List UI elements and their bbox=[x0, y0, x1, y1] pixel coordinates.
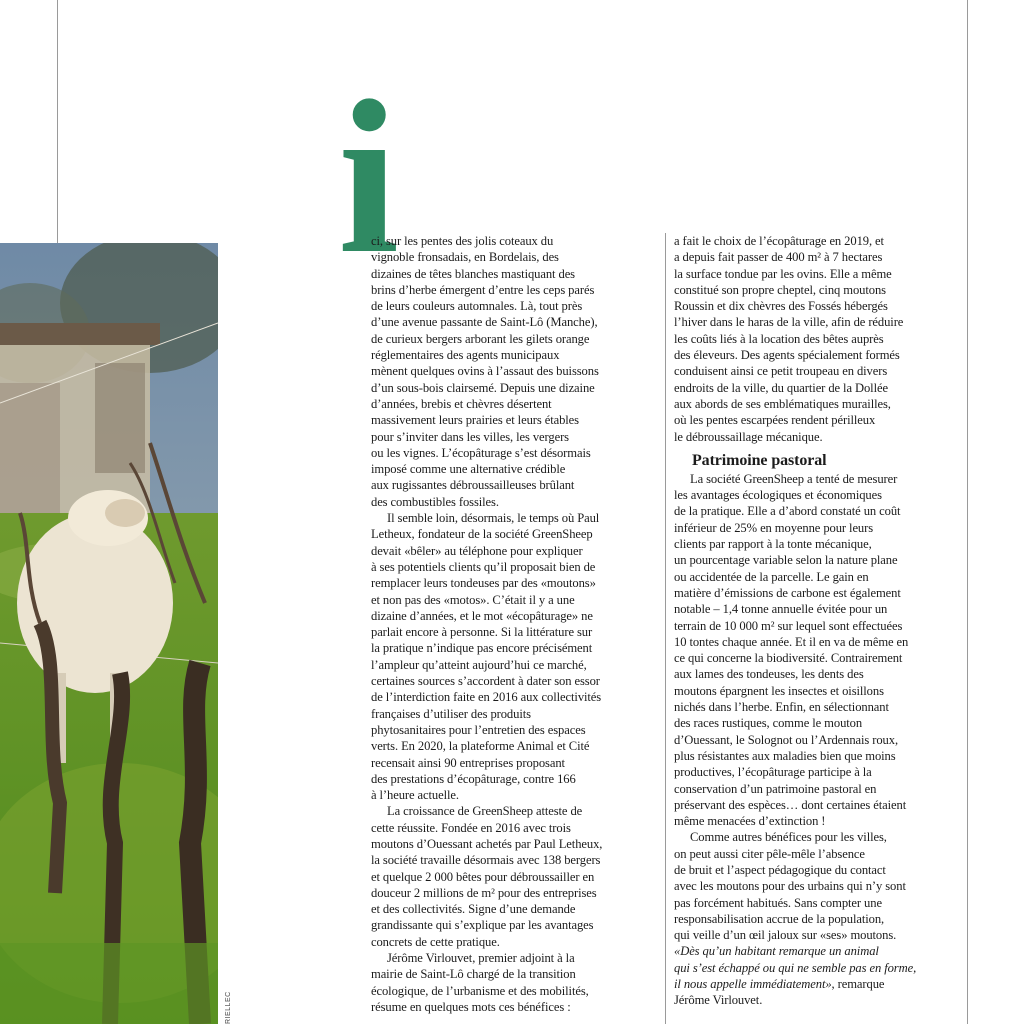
paragraph-1: ci, sur les pentes des jolis coteaux du vignoble fronsadais, en Bordelais, des dizaines de têtes blanches mastiquant des brins d’herbe émergent d’entre les ceps parés de leurs couleurs automnales. Là, tout près d’une avenue passante de Saint-Lô (Manche), de curieux bergers arborant les gilets orange réglementaires des agents municipaux mènent quelques ovins à l’assaut des buissons d’un sous-bois clairsemé. Depuis une dizaine d’années, brebis et chèvres désertent massivement leurs prairies et leurs étables pour s’inviter dans les villes, les vergers ou les vignes. L’écopâturage s’est désormais imposé comme une alternative crédible aux rugissantes débroussailleuses brûlant des combustibles fossiles. bbox=[371, 234, 599, 509]
sheep-vineyard-illustration bbox=[0, 243, 218, 1024]
column-divider bbox=[665, 233, 666, 1024]
paragraph-4: Jérôme Virlouvet, premier adjoint à la mairie de Saint-Lô chargé de la transition écologique, de l’urbanisme et des mobilités, résume en quelques mots ces bénéfices : bbox=[371, 951, 589, 1014]
drop-cap: i bbox=[338, 55, 400, 299]
article-column-1 bbox=[371, 233, 661, 1015]
photo-credit bbox=[224, 985, 236, 1024]
paragraph-7 bbox=[674, 829, 970, 1008]
paragraph-2: Il semble loin, désormais, le temps où Paul Letheux, fondateur de la société GreenSheep devait «bêler» au téléphone pour expliquer à ses potentiels clients qu’il proposait bien de remplacer leurs tondeuses par des «moutons» et non pas des «motos». C’était il y a une dizaine d’années, et le mot «écopâturage» ne parlait encore à personne. Si la littérature sur la pratique n’indique pas encore précisément l’ampleur qu’atteint aujourd’hui ce marché, certaines sources s’accordent à dater son essor de l’interdiction faite en 2016 aux collectivités françaises d’utiliser des produits phytosanitaires pour l’entretien des espaces verts. En 2020, la plateforme Animal et Cité recensait ainsi 90 entreprises proposant des prestations d’écopâturage, contre 166 à l’heure actuelle. bbox=[371, 511, 602, 803]
paragraph-6: La société GreenSheep a tenté de mesurer les avantages écologiques et économiques de la pratique. Elle a d’abord constaté un coût inférieur de 25% en moyenne pour leurs clients par rapport à la tonte mécanique, un pourcentage variable selon la nature plane ou accidentée de la parcelle. Le gain en matière d’émissions de carbone est également notable – 1,4 tonne annuelle évitée pour un terrain de 10 000 m² sur lequel sont effectuées 10 tontes chaque année. Et il en va de même en ce qui concerne la biodiversité. Contrairement aux lames des tondeuses, les dents des moutons épargnent les insectes et oisillons nichés dans l’herbe. Enfin, en sélectionnant des races rustiques, comme le mouton d’Ouessant, le Solognot ou l’Ardennais roux, plus résistantes aux maladies bien que moins productives, l’écopâturage participe à la conservation d’un patrimoine pastoral en préservant des espèces… dont certaines étaient même menacées d’extinction ! bbox=[674, 471, 909, 829]
paragraph-7-text: Comme autres bénéfices pour les villes, on peut aussi citer pêle-mêle l’absence de bruit et l’aspect pédagogique du contact avec les moutons pour des urbains qui n’y sont pas forcément habitués. Sans compter une responsabilisation accrue de la population, qui veille d’un œil jaloux sur «ses» moutons. bbox=[674, 830, 906, 943]
paragraph-5: a fait le choix de l’écopâturage en 2019, et a depuis fait passer de 400 m² à 7 hectares la surface tondue par les ovins. Elle a même constitué son propre cheptel, cinq moutons Roussin et dix chèvres des Fossés hébergés l’hiver dans le haras de la ville, afin de réduire les coûts liés à la location des bêtes auprès des éleveurs. Des agents spécialement formés conduisent ainsi ce petit troupeau en divers endroits de la ville, du quartier de la Dollée aux abords de ses emblématiques murailles, où les pentes escarpées rendent périlleux le débroussaillage mécanique. bbox=[674, 234, 904, 444]
photo-credit-text: RIELLEC bbox=[225, 991, 232, 1024]
left-vertical-rule bbox=[57, 0, 58, 243]
pull-quote: «Dès qu’un habitant remarque un animal qui s’est échappé ou qui ne semble pas en forme, il nous appelle immédiatement» bbox=[674, 944, 917, 992]
paragraph-3: La croissance de GreenSheep atteste de cette réussite. Fondée en 2016 avec trois moutons d’Ouessant achetés par Paul Letheux, la société travaille désormais avec 138 bergers et quelque 2 000 bêtes pour débroussailler en douceur 2 millions de m² pour des entreprises et des collectivités. Signe d’une demande grandissante qui s’explique par les avantages concrets de cette pratique. bbox=[371, 804, 603, 949]
section-subhead: Patrimoine pastoral bbox=[692, 451, 827, 469]
article-column-2 bbox=[674, 233, 970, 1009]
quote-attribution: , remarque Jérôme Virlouvet. bbox=[674, 977, 885, 1008]
article-photo bbox=[0, 243, 218, 1024]
